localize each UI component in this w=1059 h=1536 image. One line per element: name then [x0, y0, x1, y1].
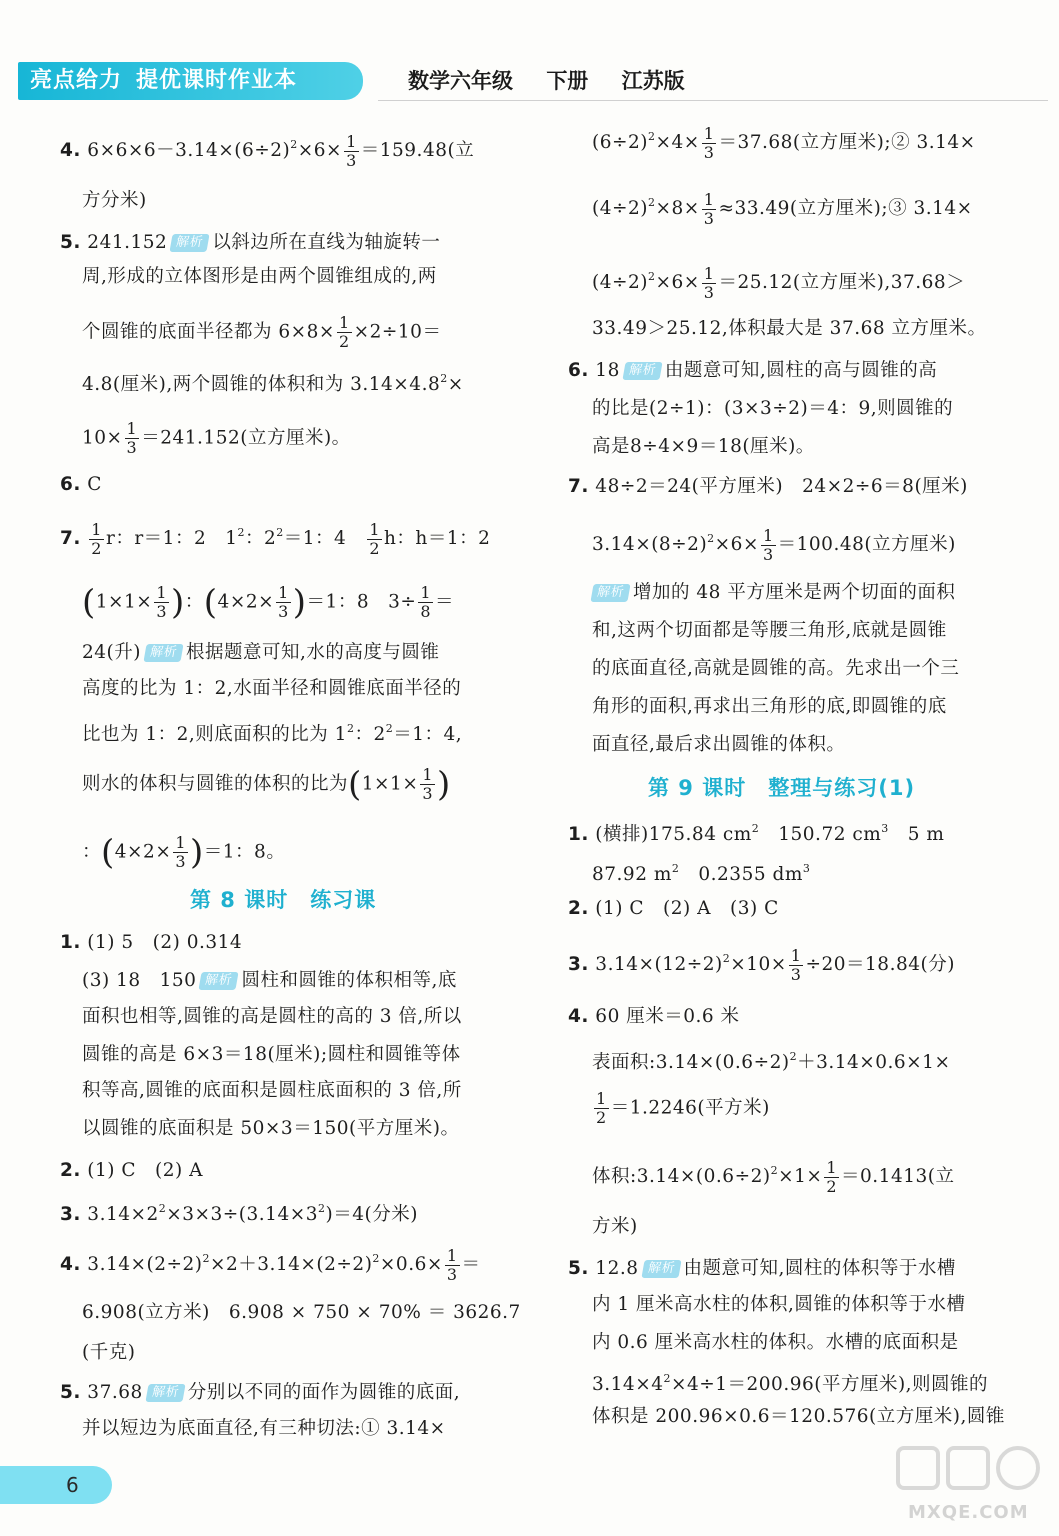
explanation [82, 968, 457, 994]
expr: ＝100.48(立方厘米) [777, 534, 956, 555]
exp: 2 [202, 1252, 210, 1265]
denominator: 3 [703, 282, 715, 302]
answer-line [82, 584, 454, 621]
expr: 4.8(厘米),两个圆锥的体积和为 3.14×4.8 [82, 374, 441, 395]
analysis-badge: 解析 [145, 1384, 185, 1402]
denominator: 2 [826, 1176, 838, 1196]
answer-line [60, 1246, 481, 1284]
expr: ：2 [354, 724, 386, 745]
exp: 2 [318, 1202, 326, 1215]
expr: 表面积:3.14×(0.6÷2) [592, 1052, 790, 1073]
watermark-logo [890, 1440, 1050, 1530]
explanation: 圆柱和圆锥的体积相等,底 [241, 970, 457, 991]
paren: ( [101, 832, 115, 873]
question-number: 5. [60, 1382, 81, 1403]
explanation: 积等高,圆锥的底面积是圆柱底面积的 3 倍,所 [82, 1080, 462, 1101]
denominator: 2 [91, 538, 102, 558]
denominator: 2 [338, 332, 350, 351]
exp: 2 [671, 862, 680, 875]
numerator: 1 [703, 189, 715, 209]
question-number: 2. [568, 898, 589, 919]
page-number: 6 [66, 1473, 79, 1497]
fraction [154, 584, 169, 621]
fraction [702, 191, 717, 228]
expr: 5 m [888, 824, 945, 845]
denominator: 3 [703, 142, 715, 162]
expr: ×8× [655, 198, 700, 219]
question-number: 4. [60, 1254, 81, 1275]
explanation: 和,这两个切面都是等腰三角形,底就是圆锥 [592, 620, 947, 641]
fraction [445, 1247, 460, 1284]
numerator: 1 [826, 1157, 838, 1177]
answer-value: (1) C (2) A (3) C [595, 898, 779, 919]
numerator: 1 [91, 519, 102, 539]
numerator: 1 [126, 419, 138, 438]
question-number: 1. [60, 932, 81, 953]
expr: × [447, 374, 464, 395]
explanation: 方米) [592, 1216, 638, 1237]
paren: ( [203, 582, 218, 623]
exp: 2 [346, 722, 355, 735]
expr: ＝0.1413(立 [841, 1166, 955, 1187]
numerator: 1 [338, 313, 350, 332]
numerator: 1 [446, 1245, 458, 1265]
explanation: 根据题意可知,水的高度与圆锥 [186, 642, 440, 663]
expr: 0.2355 dm [679, 864, 803, 885]
analysis-badge: 解析 [199, 972, 239, 990]
denominator: 3 [156, 602, 167, 621]
denominator: 3 [790, 964, 802, 984]
expr: ＝1：8。 [203, 841, 286, 863]
numerator: 1 [420, 583, 432, 602]
exp: 2 [770, 1164, 779, 1177]
exp: 3 [881, 822, 889, 835]
explanation [592, 124, 976, 162]
fraction [702, 265, 717, 302]
fraction [418, 584, 433, 621]
denominator: 8 [420, 602, 432, 621]
denominator: 3 [446, 1264, 458, 1284]
expr: (4÷2) [592, 272, 648, 293]
expr: 6×6×6－3.14×(6÷2) [87, 140, 291, 161]
expr: ＝1：8 3÷ [306, 591, 417, 613]
numerator: 1 [596, 1089, 607, 1108]
exp: 2 [372, 1252, 380, 1265]
expr: ×10× [730, 954, 787, 975]
expr: ＝ [435, 591, 455, 613]
numerator: 1 [278, 583, 289, 602]
explanation: (千克) [82, 1342, 136, 1363]
explanation: 由题意可知,圆柱的体积等于水槽 [683, 1258, 956, 1279]
fraction [761, 527, 776, 564]
expr: ×4× [655, 132, 700, 153]
numerator: 1 [175, 833, 187, 852]
denominator: 3 [762, 544, 774, 564]
explanation [592, 1044, 950, 1076]
fraction [367, 521, 382, 558]
explanation: 的比是(2÷1)：(3×3÷2)＝4：9,则圆锥的 [592, 398, 954, 419]
numerator: 1 [369, 519, 380, 539]
fraction [344, 133, 359, 170]
explanation: 体积是 200.96×0.6＝120.576(立方厘米),圆锥 [592, 1406, 1005, 1427]
exp: 2 [440, 372, 448, 385]
paren: ) [190, 832, 204, 873]
denominator: 3 [346, 150, 357, 170]
explanation: 分别以不同的面作为圆锥的底面, [187, 1382, 461, 1403]
expr: 则水的体积与圆锥的体积的比为 [82, 773, 349, 795]
analysis-badge: 解析 [622, 362, 662, 380]
denominator: 3 [422, 784, 434, 803]
expr: ＝1：4, [393, 724, 463, 745]
explanation [82, 366, 464, 398]
answer-value: 241.152 [87, 232, 168, 253]
page-header [18, 62, 1048, 100]
expr: 3.14×4 [592, 1374, 664, 1395]
exp: 2 [663, 1372, 671, 1385]
answer-value: 18 [595, 360, 620, 381]
paren: ( [348, 764, 362, 805]
denominator: 2 [369, 538, 380, 558]
series-name: 提优课时作业本 [136, 68, 298, 93]
expr: ×3×3÷(3.14×3 [166, 1204, 318, 1225]
expr: ＝ [461, 1254, 481, 1275]
expr: 个圆锥的底面半径都为 6×8× [82, 321, 335, 343]
question-number: 2. [60, 1160, 81, 1181]
answer-value: (1) 5 (2) 0.314 [87, 932, 243, 953]
answer-line [60, 1380, 460, 1406]
expr: 3.14×(8÷2) [592, 534, 708, 555]
answer-line [60, 1158, 203, 1184]
fraction [824, 1159, 839, 1196]
expr: ×4÷1＝200.96(平方厘米),则圆锥的 [670, 1374, 989, 1395]
question-number: 4. [568, 1006, 589, 1027]
question-number: 7. [60, 528, 81, 549]
expr: ： [184, 591, 204, 613]
numerator: 1 [156, 583, 167, 602]
volume: 下册 [546, 69, 589, 93]
fraction [173, 834, 188, 871]
exp: 2 [276, 526, 284, 539]
expr: ＋3.14×0.6×1× [797, 1052, 951, 1073]
expr: ×2＋3.14×(2÷2) [209, 1254, 373, 1275]
explanation [592, 1158, 954, 1196]
explanation [592, 1366, 988, 1398]
expr: ＝37.68(立方厘米);② 3.14× [718, 132, 976, 153]
expr: ＝241.152(立方厘米)。 [141, 427, 351, 449]
answer-line [60, 1196, 418, 1228]
explanation: 33.49＞25.12,体积最大是 37.68 立方厘米。 [592, 318, 987, 339]
expr: 150.72 cm [759, 824, 882, 845]
exp: 2 [647, 270, 656, 283]
header-divider [378, 100, 1048, 101]
fraction [594, 1090, 609, 1127]
answer-line [568, 358, 937, 384]
expr: 4×2× [114, 841, 172, 863]
explanation: 内 1 厘米高水柱的体积,圆锥的体积等于水槽 [592, 1294, 966, 1315]
expr: ×2÷10＝ [353, 321, 442, 343]
answer-value: 24(升) [82, 642, 141, 663]
exp: 2 [722, 952, 731, 965]
explanation [82, 766, 451, 803]
expr: (横排)175.84 cm [595, 824, 752, 845]
answer-line [60, 230, 440, 256]
expr: 3.14×2 [87, 1204, 159, 1225]
edition: 江苏版 [621, 69, 685, 93]
exp: 2 [707, 532, 715, 545]
explanation: 面积也相等,圆锥的高是圆柱的高的 3 倍,所以 [82, 1006, 462, 1027]
explanation: 面直径,最后求出圆锥的体积。 [592, 734, 846, 755]
expr: ＝25.12(立方厘米),37.68＞ [718, 272, 966, 293]
expr: ＝159.48(立 [360, 140, 475, 161]
question-number: 4. [60, 140, 81, 161]
answer-value: (3) 18 150 [82, 970, 197, 991]
explanation: 内 0.6 厘米高水柱的体积。水槽的底面积是 [592, 1332, 959, 1353]
paren: ( [82, 582, 96, 623]
explanation [82, 716, 462, 748]
brand-banner [18, 62, 363, 100]
fraction [89, 521, 104, 558]
expr: 1×1× [361, 773, 419, 795]
paren: ) [437, 764, 451, 805]
answer-value: 48÷2＝24(平方厘米) 24×2÷6＝8(厘米) [595, 476, 968, 497]
exp: 2 [647, 196, 656, 209]
analysis-badge: 解析 [143, 644, 183, 662]
expr: 4×2× [217, 591, 275, 613]
question-number: 6. [60, 474, 81, 495]
question-number: 1. [568, 824, 589, 845]
page-number-tab [0, 1466, 112, 1504]
explanation [592, 190, 973, 228]
answer-line [568, 1004, 740, 1030]
expr: 10× [82, 427, 123, 449]
expr: ×6× [297, 140, 343, 161]
question-number: 6. [568, 360, 589, 381]
analysis-badge: 解析 [641, 1260, 681, 1278]
fraction [125, 420, 140, 457]
expr: ×1× [778, 1166, 823, 1187]
expr: ÷20＝18.84(分) [805, 954, 955, 975]
explanation: 增加的 48 平方厘米是两个切面的面积 [633, 582, 956, 603]
question-number: 5. [60, 232, 81, 253]
denominator: 3 [175, 852, 187, 871]
explanation [592, 264, 965, 302]
watermark-icon [890, 1440, 1050, 1500]
answer-line [60, 930, 242, 956]
expr: )＝4(分米) [325, 1204, 418, 1225]
explanation [592, 580, 955, 606]
expr: 1×1× [95, 591, 153, 613]
brand-name: 亮点给力 [30, 68, 123, 93]
answer-line [568, 1256, 956, 1282]
answer-line [592, 526, 956, 564]
explanation: 的底面直径,高就是圆锥的高。先求出一个三 [592, 658, 960, 679]
expr: ： [82, 841, 102, 863]
answer-line [568, 896, 779, 922]
explanation: 并以短边为底面直径,有三种切法:① 3.14× [82, 1418, 446, 1439]
numerator: 1 [703, 123, 715, 143]
explanation: 周,形成的立体图形是由两个圆锥组成的,两 [82, 266, 437, 287]
paren: ) [292, 582, 307, 623]
expr: 87.92 m [592, 864, 672, 885]
expr: 3.14×(12÷2) [595, 954, 723, 975]
explanation [82, 834, 285, 871]
analysis-badge: 解析 [170, 234, 210, 252]
explanation: 以圆锥的底面积是 50×3＝150(平方厘米)。 [82, 1118, 460, 1139]
exp: 2 [237, 526, 245, 539]
answer-line [60, 132, 474, 170]
denominator: 3 [278, 602, 289, 621]
analysis-badge: 解析 [590, 584, 630, 602]
expr: ×0.6× [379, 1254, 443, 1275]
book-info [408, 64, 711, 98]
denominator: 2 [596, 1108, 607, 1127]
exp: 2 [751, 822, 760, 835]
expr: h：h＝1：2 [384, 528, 491, 549]
answer-value: C [87, 474, 102, 495]
exp: 3 [802, 862, 811, 875]
explanation [82, 314, 441, 351]
answer-line [592, 856, 810, 888]
explanation: 角形的面积,再求出三角形的底,即圆锥的底 [592, 696, 947, 717]
exp: 2 [158, 1202, 167, 1215]
expr: ×6× [714, 534, 759, 555]
explanation: 以斜边所在直线为轴旋转一 [212, 232, 441, 253]
answer-line [568, 474, 968, 500]
fraction [337, 314, 352, 351]
question-number: 7. [568, 476, 589, 497]
watermark-text: MXQE.COM [908, 1502, 1029, 1523]
lesson-title: 第 8 课时 练习课 [190, 888, 377, 912]
question-number: 5. [568, 1258, 589, 1279]
expr: 3.14×(2÷2) [87, 1254, 203, 1275]
expr: 比也为 1：2,则底面积的比为 1 [82, 724, 347, 745]
numerator: 1 [346, 131, 357, 151]
expr: r：r＝1：2 1 [105, 528, 238, 549]
expr: ＝1.2246(平方米) [610, 1097, 770, 1119]
question-number: 3. [60, 1204, 81, 1225]
answer-value: 12.8 [595, 1258, 639, 1279]
exp: 2 [385, 722, 394, 735]
numerator: 1 [422, 765, 434, 784]
answer-value: 60 厘米＝0.6 米 [595, 1006, 740, 1027]
denominator: 3 [703, 208, 715, 228]
expr: ＝1：4 [283, 528, 366, 549]
paren: ) [171, 582, 185, 623]
answer-line [568, 946, 955, 984]
lesson-title: 第 9 课时 整理与练习(1) [648, 776, 916, 800]
fraction [702, 125, 717, 162]
expr: ×6× [655, 272, 700, 293]
explanation: 高度的比为 1：2,水面半径和圆锥底面半径的 [82, 678, 462, 699]
numerator: 1 [703, 263, 715, 283]
expr: (6÷2) [592, 132, 648, 153]
expr: ≈33.49(立方厘米);③ 3.14× [718, 198, 973, 219]
expr: ：2 [244, 528, 277, 549]
numerator: 1 [790, 945, 802, 965]
explanation: 高是8÷4×9＝18(厘米)。 [592, 436, 815, 457]
explanation [82, 640, 439, 666]
explanation: 由题意可知,圆柱的高与圆锥的高 [664, 360, 938, 381]
fraction [420, 766, 435, 803]
expr: 体积:3.14×(0.6÷2) [592, 1166, 771, 1187]
exp: 2 [789, 1050, 798, 1063]
explanation: 6.908(立方米) 6.908 × 750 × 70% ＝ 3626.7 [82, 1302, 521, 1323]
numerator: 1 [762, 525, 774, 545]
answer-line [60, 472, 102, 498]
explanation [592, 1090, 770, 1127]
denominator: 3 [126, 438, 138, 457]
fraction [789, 947, 804, 984]
answer-line [60, 520, 490, 558]
exp: 2 [290, 138, 298, 151]
explanation: 圆锥的高是 6×3＝18(厘米);圆柱和圆锥等体 [82, 1044, 461, 1065]
expr: (4÷2) [592, 198, 648, 219]
subject-grade: 数学六年级 [408, 69, 513, 93]
fraction [276, 584, 291, 621]
answer-line: 方分米) [82, 190, 147, 211]
answer-line [568, 816, 944, 848]
answer-value: (1) C (2) A [87, 1160, 203, 1181]
question-number: 3. [568, 954, 589, 975]
exp: 2 [647, 130, 656, 143]
explanation [82, 420, 351, 457]
answer-value: 37.68 [87, 1382, 143, 1403]
